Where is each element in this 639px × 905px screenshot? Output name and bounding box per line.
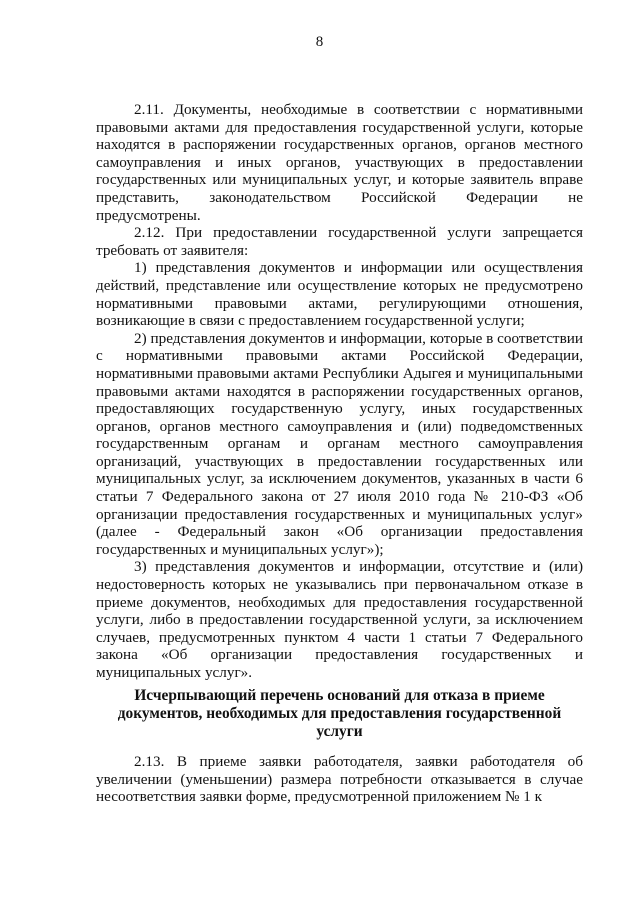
paragraph-2-11: 2.11. Документы, необходимые в соответствии с нормативными правовыми актами для предоставления государственной услуги, которые находятся в распоряжении государственных органов, органов местного самоуправления и иных органов, участвующих в предоставлении государственных или муниципальных услуг, и которые заявитель вправе представить, законодательством Российской Федерации не предусмотрены. [96,101,583,224]
list-item-2: 2) представления документов и информации, которые в соответствии с нормативными правовыми актами Российской Федерации, нормативными правовыми актами Республики Адыгея и муниципальными правовыми актами находятся в распоряжении государственных органов, предоставляющих государственную услугу, иных государственных органов, органов местного самоуправления и (или) подведомственных государственным органам и органам местного самоуправления организаций, участвующих в предоставлении государственных или муниципальных услуг, за исключением документов, указанных в части 6 статьи 7 Федерального закона от 27 июля 2010 года № 210-ФЗ «Об организации предоставления государственных и муниципальных услуг» (далее - Федеральный закон «Об организации предоставления государственных и муниципальных услуг»); [96,329,583,558]
main-text-block [96,101,583,682]
list-item-3: 3) представления документов и информации, отсутствие и (или) недостоверность которых не указывались при первоначальном отказе в приеме документов, необходимых для предоставления государственной услуги, либо в предоставлении государственной услуги, за исключением случаев, предусмотренных пунктом 4 части 1 статьи 7 Федерального закона «Об организации предоставления государственных и муниципальных услуг». [96,558,583,681]
continuation-text-block [96,753,583,806]
paragraph-2-13: 2.13. В приеме заявки работодателя, заявки работодателя об увеличении (уменьшении) размера потребности отказывается в случае несоответствия заявки форме, предусмотренной приложением № 1 к [96,753,583,806]
list-item-1: 1) представления документов и информации или осуществления действий, представление или осуществление которых не предусмотрено нормативными правовыми актами, регулирующими отношения, возникающие в связи с предоставлением государственной услуги; [96,259,583,330]
page-number: 8 [315,34,324,50]
paragraph-2-12: 2.12. При предоставлении государственной услуги запрещается требовать от заявителя: [96,224,583,259]
section-heading: Исчерпывающий перечень оснований для отказа в приеме документов, необходимых для предоставления государственной услуги [117,687,562,740]
